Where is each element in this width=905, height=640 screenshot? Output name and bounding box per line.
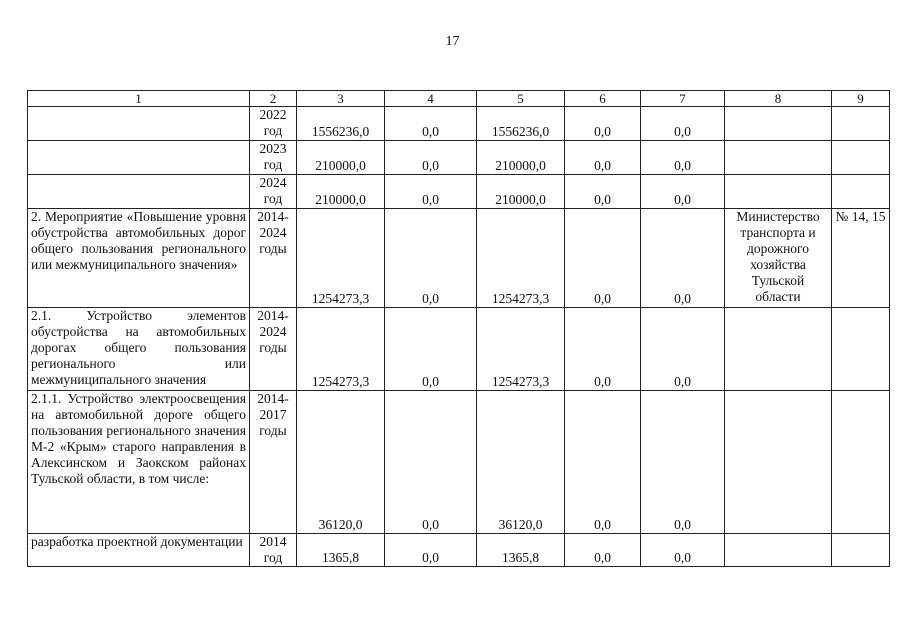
period-cell: 2022 год	[250, 107, 297, 141]
activity-cell	[28, 141, 250, 175]
executor-cell	[725, 107, 832, 141]
value-cell: 0,0	[641, 141, 725, 175]
value-cell: 210000,0	[477, 141, 565, 175]
activity-cell: разработка проектной документации	[28, 534, 250, 567]
column-header: 9	[832, 91, 890, 107]
indicator-cell	[832, 391, 890, 534]
column-header: 8	[725, 91, 832, 107]
value-cell: 0,0	[385, 175, 477, 209]
value-cell: 36120,0	[477, 391, 565, 534]
column-header: 2	[250, 91, 297, 107]
activity-cell: 2.1.1. Устройство электроосвещения на автомобильной дороге общего пользования регионального значения М-2 «Крым» старого направления в Алексинском и Заокском районах Тульской области, в том числе:	[28, 391, 250, 534]
table-row	[28, 107, 890, 141]
executor-cell	[725, 534, 832, 567]
value-cell: 0,0	[565, 141, 641, 175]
value-cell: 0,0	[565, 175, 641, 209]
value-cell: 0,0	[385, 209, 477, 308]
executor-cell	[725, 175, 832, 209]
total-cell: 210000,0	[297, 175, 385, 209]
value-cell: 0,0	[385, 107, 477, 141]
indicator-cell	[832, 141, 890, 175]
total-cell: 1365,8	[297, 534, 385, 567]
table-row	[28, 175, 890, 209]
total-cell: 210000,0	[297, 141, 385, 175]
value-cell: 0,0	[385, 141, 477, 175]
value-cell: 0,0	[641, 308, 725, 391]
indicator-cell	[832, 534, 890, 567]
value-cell: 0,0	[641, 209, 725, 308]
value-cell: 0,0	[385, 391, 477, 534]
period-cell: 2014-2024 годы	[250, 209, 297, 308]
value-cell: 0,0	[565, 107, 641, 141]
value-cell: 1254273,3	[477, 308, 565, 391]
activity-cell: 2. Мероприятие «Повышение уровня обустройства автомобильных дорог общего пользования регионального или межмуниципального значения»	[28, 209, 250, 308]
indicator-cell: № 14, 15	[832, 209, 890, 308]
table-row	[28, 141, 890, 175]
value-cell: 0,0	[565, 534, 641, 567]
column-header: 1	[28, 91, 250, 107]
activity-cell	[28, 107, 250, 141]
period-cell: 2024 год	[250, 175, 297, 209]
value-cell: 0,0	[641, 175, 725, 209]
indicator-cell	[832, 175, 890, 209]
period-cell: 2014-2017 годы	[250, 391, 297, 534]
value-cell: 0,0	[565, 308, 641, 391]
total-cell: 1556236,0	[297, 107, 385, 141]
total-cell: 36120,0	[297, 391, 385, 534]
total-cell: 1254273,3	[297, 209, 385, 308]
column-header: 5	[477, 91, 565, 107]
column-header: 4	[385, 91, 477, 107]
executor-cell: Министерство транспорта и дорожного хозяйства Тульской области	[725, 209, 832, 308]
table-row	[28, 308, 890, 391]
program-table	[27, 90, 890, 567]
value-cell: 0,0	[565, 391, 641, 534]
value-cell: 0,0	[565, 209, 641, 308]
value-cell: 0,0	[385, 534, 477, 567]
executor-cell	[725, 141, 832, 175]
table-row	[28, 391, 890, 534]
period-cell: 2023 год	[250, 141, 297, 175]
value-cell: 0,0	[641, 107, 725, 141]
value-cell: 0,0	[385, 308, 477, 391]
value-cell: 1556236,0	[477, 107, 565, 141]
value-cell: 1254273,3	[477, 209, 565, 308]
total-cell: 1254273,3	[297, 308, 385, 391]
value-cell: 1365,8	[477, 534, 565, 567]
value-cell: 0,0	[641, 391, 725, 534]
header-row	[28, 91, 890, 107]
column-header: 7	[641, 91, 725, 107]
executor-cell	[725, 308, 832, 391]
value-cell: 0,0	[641, 534, 725, 567]
activity-cell: 2.1. Устройство элементов обустройства на автомобильных дорогах общего пользования регионального или межмуниципального значения	[28, 308, 250, 391]
table-row	[28, 209, 890, 308]
executor-cell	[725, 391, 832, 534]
indicator-cell	[832, 308, 890, 391]
column-header: 6	[565, 91, 641, 107]
period-cell: 2014 год	[250, 534, 297, 567]
page-number: 17	[445, 34, 460, 49]
indicator-cell	[832, 107, 890, 141]
column-header: 3	[297, 91, 385, 107]
period-cell: 2014-2024 годы	[250, 308, 297, 391]
activity-cell	[28, 175, 250, 209]
value-cell: 210000,0	[477, 175, 565, 209]
table-row	[28, 534, 890, 567]
